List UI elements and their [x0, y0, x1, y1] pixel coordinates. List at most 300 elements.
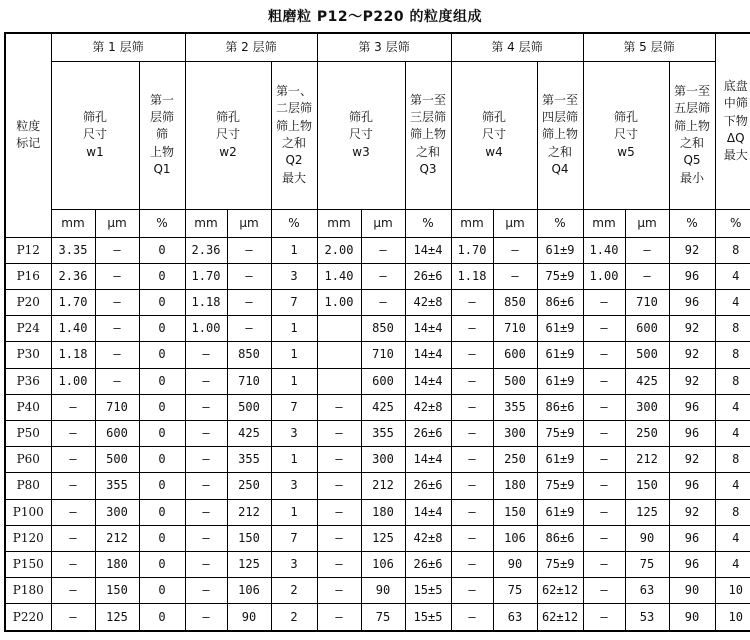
sieve-2-retained-label: 第一、 二层筛 筛上物 之和 Q2 最大: [275, 83, 312, 185]
table-cell: 1.18: [185, 289, 227, 315]
table-cell: 600: [493, 342, 537, 368]
table-cell: 3: [271, 473, 317, 499]
table-cell: 15±5: [405, 604, 451, 631]
table-cell: 1: [271, 237, 317, 263]
unit-cell: μm: [361, 209, 405, 237]
sieve-5-aperture: [583, 61, 669, 209]
table-cell: 1.00: [583, 263, 625, 289]
table-cell: 150: [493, 499, 537, 525]
table-cell: —: [185, 525, 227, 551]
table-cell: —: [583, 447, 625, 473]
table-cell: 2: [271, 578, 317, 604]
table-cell: —: [185, 578, 227, 604]
table-cell: —: [51, 473, 95, 499]
table-row: [5, 447, 750, 473]
table-cell: —: [451, 551, 493, 577]
table-cell: —: [451, 316, 493, 342]
unit-cell: %: [271, 209, 317, 237]
table-cell: 86±6: [537, 289, 583, 315]
table-cell: 3.35: [51, 237, 95, 263]
table-cell: —: [185, 368, 227, 394]
sieve-5-header: 第 5 层筛: [583, 33, 715, 61]
table-cell: 1: [271, 316, 317, 342]
table-cell: —: [317, 447, 361, 473]
table-cell: 4: [715, 420, 750, 446]
table-cell: —: [95, 237, 139, 263]
table-cell: —: [451, 368, 493, 394]
unit-cell: mm: [51, 209, 95, 237]
table-cell: 150: [625, 473, 669, 499]
sieve-2-header: 第 2 层筛: [185, 33, 317, 61]
table-cell: —: [451, 499, 493, 525]
table-cell: 125: [227, 551, 271, 577]
table-cell: 90: [625, 525, 669, 551]
sieve-3-retained: [405, 61, 451, 209]
table-cell: 150: [227, 525, 271, 551]
table-cell: —: [583, 289, 625, 315]
table-cell: 75: [493, 578, 537, 604]
table-cell: 92: [669, 499, 715, 525]
grade-cell: P100: [5, 499, 51, 525]
table-cell: 14±4: [405, 368, 451, 394]
table-cell: 125: [625, 499, 669, 525]
table-cell: 62±12: [537, 578, 583, 604]
grade-header: [5, 33, 51, 237]
table-body: [5, 237, 750, 631]
table-cell: 0: [139, 289, 185, 315]
table-cell: 42±8: [405, 289, 451, 315]
table-cell: —: [95, 342, 139, 368]
table-cell: —: [95, 263, 139, 289]
table-cell: 10: [715, 604, 750, 631]
table-cell: 1.70: [185, 263, 227, 289]
table-cell: 92: [669, 447, 715, 473]
sieve-1-retained-label: 第一 层筛 筛 上物 Q1: [149, 92, 174, 177]
table-cell: 355: [361, 420, 405, 446]
table-cell: 212: [625, 447, 669, 473]
table-cell: —: [51, 525, 95, 551]
table-row: [5, 525, 750, 551]
table-cell: 90: [669, 604, 715, 631]
table-cell: 61±9: [537, 499, 583, 525]
table-cell: —: [451, 289, 493, 315]
table-row: [5, 394, 750, 420]
table-cell: 42±8: [405, 394, 451, 420]
table-cell: 0: [139, 604, 185, 631]
table-cell: 600: [95, 420, 139, 446]
table-cell: [317, 368, 361, 394]
table-cell: 710: [493, 316, 537, 342]
table-cell: 600: [625, 316, 669, 342]
table-cell: —: [493, 263, 537, 289]
table-cell: —: [95, 368, 139, 394]
table-cell: —: [185, 447, 227, 473]
sieve-5-retained: [669, 61, 715, 209]
table-cell: —: [51, 447, 95, 473]
table-cell: 7: [271, 394, 317, 420]
table-cell: —: [185, 394, 227, 420]
table-cell: —: [317, 499, 361, 525]
unit-cell: %: [537, 209, 583, 237]
table-cell: 90: [493, 551, 537, 577]
table-cell: 86±6: [537, 394, 583, 420]
table-row: [5, 237, 750, 263]
table-cell: 300: [625, 394, 669, 420]
table-cell: —: [317, 578, 361, 604]
grade-cell: P60: [5, 447, 51, 473]
table-cell: 8: [715, 342, 750, 368]
sieve-3-aperture: [317, 61, 405, 209]
sieve-1-retained: [139, 61, 185, 209]
table-cell: 4: [715, 551, 750, 577]
table-cell: 75±9: [537, 473, 583, 499]
table-cell: 96: [669, 525, 715, 551]
table-cell: 1: [271, 368, 317, 394]
table-cell: 180: [493, 473, 537, 499]
table-cell: 63: [625, 578, 669, 604]
sieve-5-retained-label: 第一至 五层筛 筛上物 之和 Q5 最小: [673, 83, 710, 185]
table-cell: —: [451, 342, 493, 368]
table-cell: 4: [715, 289, 750, 315]
grade-cell: P180: [5, 578, 51, 604]
table-cell: —: [451, 604, 493, 631]
table-cell: —: [227, 237, 271, 263]
grain-size-table: [4, 32, 750, 632]
table-cell: —: [451, 473, 493, 499]
table-cell: 125: [95, 604, 139, 631]
table-cell: 106: [227, 578, 271, 604]
table-cell: —: [51, 604, 95, 631]
table-cell: —: [185, 473, 227, 499]
table-cell: —: [227, 289, 271, 315]
table-cell: 0: [139, 263, 185, 289]
table-cell: 125: [361, 525, 405, 551]
sieve-2-aperture: [185, 61, 271, 209]
table-cell: 62±12: [537, 604, 583, 631]
table-cell: 75±9: [537, 263, 583, 289]
table-cell: 212: [95, 525, 139, 551]
table-cell: 425: [227, 420, 271, 446]
table-cell: 14±4: [405, 447, 451, 473]
unit-cell: %: [715, 209, 750, 237]
sieve-1-header: 第 1 层筛: [51, 33, 185, 61]
table-cell: 0: [139, 237, 185, 263]
table-cell: 53: [625, 604, 669, 631]
table-cell: —: [361, 263, 405, 289]
table-cell: 90: [227, 604, 271, 631]
table-row: [5, 263, 750, 289]
table-cell: —: [583, 368, 625, 394]
table-cell: —: [185, 342, 227, 368]
table-cell: 96: [669, 263, 715, 289]
table-cell: 8: [715, 237, 750, 263]
table-cell: [317, 316, 361, 342]
table-cell: 180: [361, 499, 405, 525]
table-cell: 150: [95, 578, 139, 604]
table-cell: 26±6: [405, 420, 451, 446]
table-cell: 850: [227, 342, 271, 368]
bottom-pan-header: [715, 33, 750, 209]
sieve-3-retained-label: 第一至 三层筛 筛上物 之和 Q3: [409, 92, 446, 177]
table-cell: 212: [227, 499, 271, 525]
table-cell: 0: [139, 394, 185, 420]
table-row: [5, 578, 750, 604]
table-cell: 1.00: [185, 316, 227, 342]
table-row: [5, 289, 750, 315]
grade-cell: P24: [5, 316, 51, 342]
table-cell: 250: [625, 420, 669, 446]
table-cell: 0: [139, 525, 185, 551]
table-cell: 75: [625, 551, 669, 577]
grade-cell: P30: [5, 342, 51, 368]
table-cell: —: [451, 394, 493, 420]
table-cell: —: [583, 604, 625, 631]
table-cell: 355: [493, 394, 537, 420]
table-cell: —: [583, 316, 625, 342]
grade-cell: P220: [5, 604, 51, 631]
table-cell: 61±9: [537, 447, 583, 473]
table-cell: 710: [361, 342, 405, 368]
table-cell: 8: [715, 499, 750, 525]
table-cell: —: [361, 237, 405, 263]
table-cell: 212: [361, 473, 405, 499]
table-cell: 250: [227, 473, 271, 499]
table-row: [5, 604, 750, 631]
table-row: [5, 420, 750, 446]
table-cell: —: [51, 499, 95, 525]
table-cell: 42±8: [405, 525, 451, 551]
table-cell: —: [185, 499, 227, 525]
grade-cell: P20: [5, 289, 51, 315]
table-cell: 500: [95, 447, 139, 473]
table-cell: 96: [669, 551, 715, 577]
table-cell: 1.70: [451, 237, 493, 263]
table-cell: —: [317, 525, 361, 551]
table-cell: 75: [361, 604, 405, 631]
table-cell: 61±9: [537, 368, 583, 394]
unit-cell: μm: [95, 209, 139, 237]
table-cell: 92: [669, 368, 715, 394]
table-cell: 96: [669, 394, 715, 420]
table-cell: —: [317, 551, 361, 577]
grade-header-label: 粒度 标记: [16, 118, 41, 151]
table-cell: 106: [493, 525, 537, 551]
sieve-3-header: 第 3 层筛: [317, 33, 451, 61]
unit-cell: mm: [317, 209, 361, 237]
table-cell: 0: [139, 420, 185, 446]
table-cell: 8: [715, 368, 750, 394]
table-cell: —: [95, 289, 139, 315]
table-cell: 0: [139, 447, 185, 473]
table-cell: 75±9: [537, 551, 583, 577]
unit-cell: %: [669, 209, 715, 237]
table-cell: —: [625, 263, 669, 289]
table-cell: 1: [271, 447, 317, 473]
table-row: [5, 473, 750, 499]
table-cell: 300: [493, 420, 537, 446]
table-cell: 75±9: [537, 420, 583, 446]
table-cell: 850: [361, 316, 405, 342]
unit-cell: μm: [493, 209, 537, 237]
table-cell: —: [227, 263, 271, 289]
table-cell: 300: [361, 447, 405, 473]
table-cell: 7: [271, 525, 317, 551]
table-cell: 14±4: [405, 237, 451, 263]
table-cell: 106: [361, 551, 405, 577]
table-cell: 355: [227, 447, 271, 473]
table-cell: 425: [361, 394, 405, 420]
table-cell: 2.00: [317, 237, 361, 263]
table-cell: —: [583, 551, 625, 577]
table-cell: —: [583, 578, 625, 604]
table-cell: —: [583, 473, 625, 499]
table-cell: 1.40: [583, 237, 625, 263]
table-cell: —: [583, 420, 625, 446]
table-cell: 1.40: [51, 316, 95, 342]
grade-cell: P120: [5, 525, 51, 551]
table-cell: 0: [139, 342, 185, 368]
table-cell: —: [583, 525, 625, 551]
table-cell: 7: [271, 289, 317, 315]
table-cell: 0: [139, 368, 185, 394]
table-cell: 1: [271, 342, 317, 368]
table-cell: —: [451, 525, 493, 551]
table-cell: 1.40: [317, 263, 361, 289]
table-cell: 10: [715, 578, 750, 604]
grade-cell: P80: [5, 473, 51, 499]
table-cell: 425: [625, 368, 669, 394]
table-cell: —: [583, 499, 625, 525]
table-cell: —: [185, 551, 227, 577]
table-cell: 710: [227, 368, 271, 394]
sieve-2-aperture-label: 筛孔 尺寸 w2: [215, 109, 240, 159]
table-cell: 2.36: [185, 237, 227, 263]
table-cell: 710: [95, 394, 139, 420]
table-cell: —: [51, 551, 95, 577]
sieve-2-retained: [271, 61, 317, 209]
grade-cell: P40: [5, 394, 51, 420]
table-cell: 0: [139, 499, 185, 525]
table-cell: 96: [669, 420, 715, 446]
grade-cell: P150: [5, 551, 51, 577]
unit-cell: mm: [583, 209, 625, 237]
table-cell: —: [185, 604, 227, 631]
sieve-4-retained: [537, 61, 583, 209]
unit-cell: μm: [625, 209, 669, 237]
table-cell: 26±6: [405, 473, 451, 499]
table-cell: 2: [271, 604, 317, 631]
table-cell: 1.00: [317, 289, 361, 315]
sieve-4-aperture-label: 筛孔 尺寸 w4: [481, 109, 506, 159]
table-cell: 0: [139, 578, 185, 604]
table-cell: 61±9: [537, 342, 583, 368]
table-cell: 4: [715, 394, 750, 420]
table-cell: 61±9: [537, 316, 583, 342]
table-cell: 500: [227, 394, 271, 420]
unit-cell: %: [139, 209, 185, 237]
table-cell: 1.70: [51, 289, 95, 315]
table-cell: 600: [361, 368, 405, 394]
table-row: [5, 342, 750, 368]
table-row: [5, 499, 750, 525]
sieve-1-aperture: [51, 61, 139, 209]
table-cell: 96: [669, 473, 715, 499]
table-cell: —: [583, 342, 625, 368]
table-cell: 1: [271, 499, 317, 525]
table-cell: —: [317, 473, 361, 499]
table-cell: 500: [625, 342, 669, 368]
table-cell: 850: [493, 289, 537, 315]
table-cell: —: [51, 578, 95, 604]
bottom-pan-label: 底盘 中筛 下物 ΔQ 最大: [723, 78, 748, 163]
table-cell: 0: [139, 551, 185, 577]
sieve-1-aperture-label: 筛孔 尺寸 w1: [82, 109, 107, 159]
table-cell: 63: [493, 604, 537, 631]
table-cell: —: [361, 289, 405, 315]
table-cell: —: [227, 316, 271, 342]
table-cell: 4: [715, 263, 750, 289]
table-cell: —: [451, 447, 493, 473]
table-cell: —: [493, 237, 537, 263]
grade-cell: P16: [5, 263, 51, 289]
table-cell: 250: [493, 447, 537, 473]
table-cell: 355: [95, 473, 139, 499]
table-cell: —: [451, 578, 493, 604]
table-cell: 92: [669, 342, 715, 368]
table-cell: 15±5: [405, 578, 451, 604]
grade-cell: P36: [5, 368, 51, 394]
table-cell: 90: [361, 578, 405, 604]
sieve-3-aperture-label: 筛孔 尺寸 w3: [348, 109, 373, 159]
table-cell: 86±6: [537, 525, 583, 551]
table-cell: —: [317, 394, 361, 420]
sieve-4-header: 第 4 层筛: [451, 33, 583, 61]
table-cell: —: [51, 394, 95, 420]
unit-cell: %: [405, 209, 451, 237]
table-cell: 710: [625, 289, 669, 315]
table-cell: —: [317, 604, 361, 631]
table-cell: 0: [139, 316, 185, 342]
table-cell: 0: [139, 473, 185, 499]
table-row: [5, 368, 750, 394]
table-cell: 180: [95, 551, 139, 577]
unit-cell: mm: [451, 209, 493, 237]
table-cell: 90: [669, 578, 715, 604]
table-cell: —: [95, 316, 139, 342]
table-row: [5, 551, 750, 577]
table-title: 粗磨粒 P12～P220 的粒度组成: [268, 9, 482, 25]
table-cell: 4: [715, 525, 750, 551]
unit-cell: μm: [227, 209, 271, 237]
table-cell: 1.18: [451, 263, 493, 289]
table-cell: —: [583, 394, 625, 420]
table-cell: 26±6: [405, 551, 451, 577]
table-cell: —: [317, 420, 361, 446]
table-cell: 500: [493, 368, 537, 394]
grade-cell: P50: [5, 420, 51, 446]
table-cell: 14±4: [405, 499, 451, 525]
table-cell: 14±4: [405, 342, 451, 368]
unit-cell: mm: [185, 209, 227, 237]
grade-cell: P12: [5, 237, 51, 263]
table-cell: —: [51, 420, 95, 446]
table-cell: 92: [669, 316, 715, 342]
table-cell: 1.18: [51, 342, 95, 368]
table-cell: 3: [271, 551, 317, 577]
table-cell: 14±4: [405, 316, 451, 342]
table-cell: —: [451, 420, 493, 446]
table-cell: 3: [271, 263, 317, 289]
